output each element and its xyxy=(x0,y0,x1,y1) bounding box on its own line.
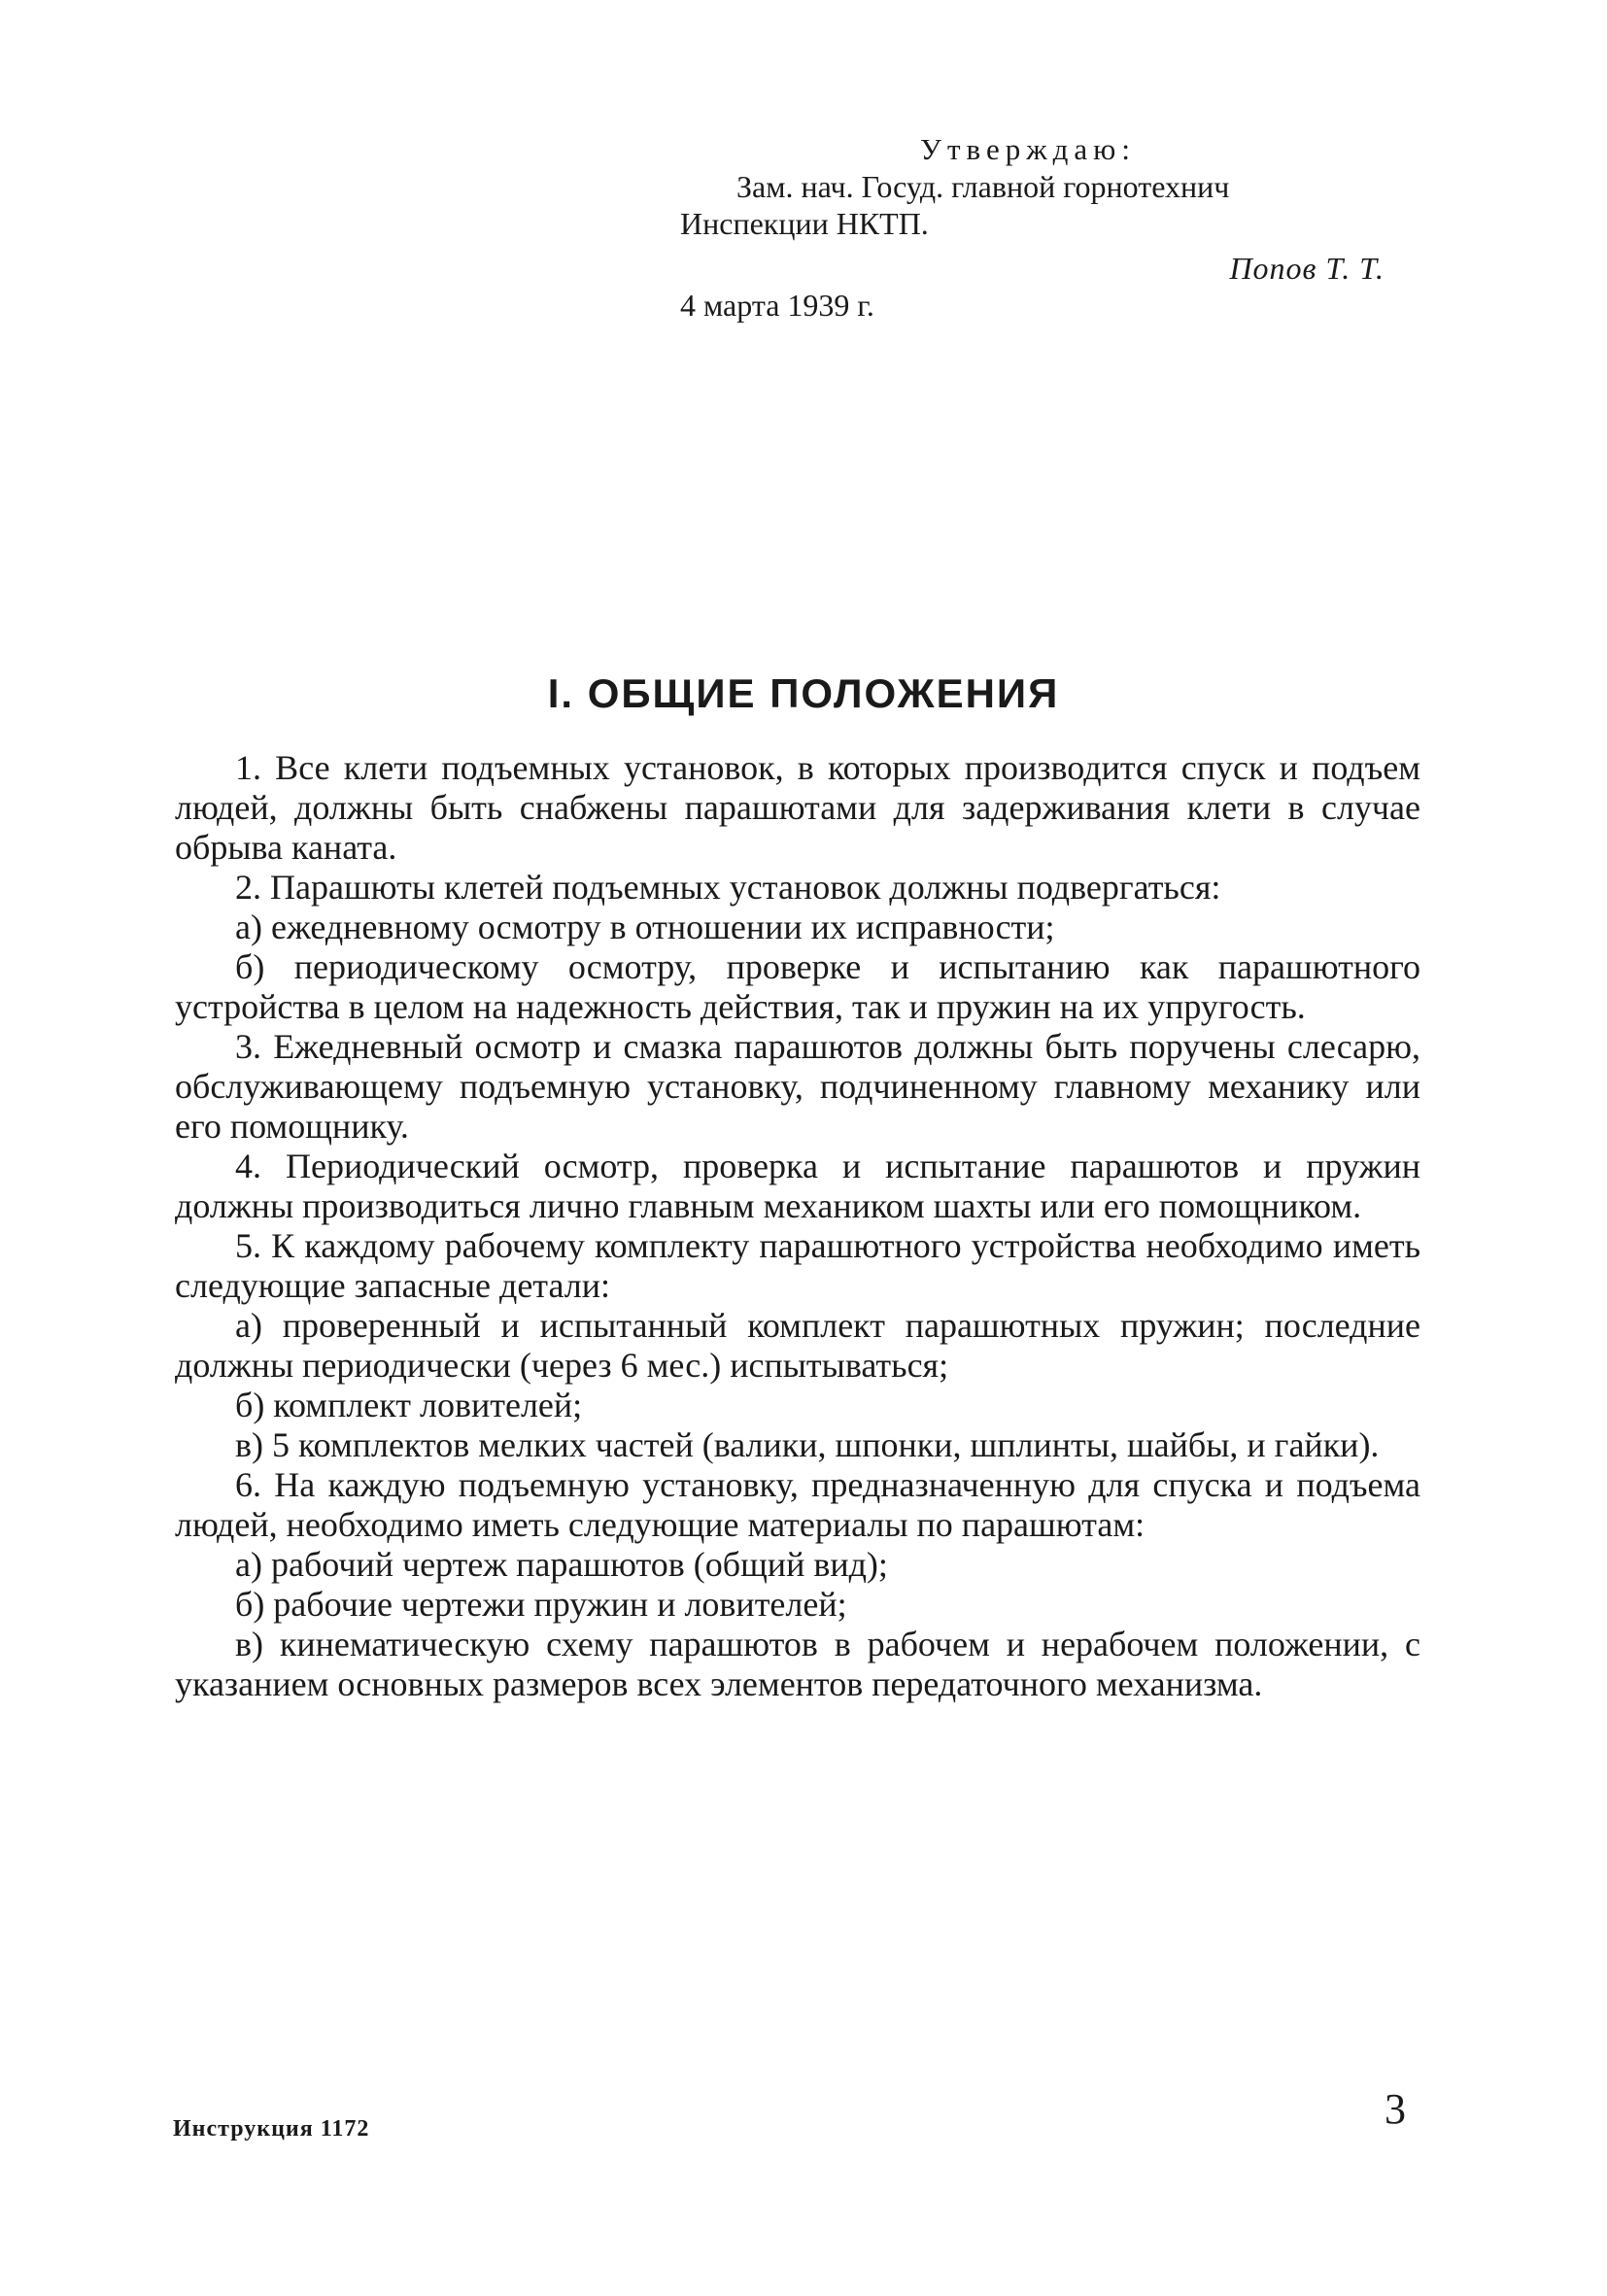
paragraph-6: 6. На каждую подъемную установку, предназначенную для спуска и подъема людей, необходимо иметь следующие материалы по парашютам: xyxy=(175,1465,1420,1544)
paragraph-5: 5. К каждому рабочему комплекту парашютного устройства необходимо иметь следующие запасные детали: xyxy=(175,1226,1420,1305)
footer-label: Инструкция 1172 xyxy=(173,2116,370,2142)
paragraph-5a: а) проверенный и испытанный комплект парашютных пружин; последние должны периодически (через 6 мес.) испытываться; xyxy=(175,1306,1420,1385)
approval-block xyxy=(680,131,1399,324)
approval-position: Зам. нач. Госуд. главной горнотехнич xyxy=(736,169,1230,204)
approval-date: 4 марта 1939 г. xyxy=(680,288,874,323)
paragraph-6c: в) кинематическую схему парашютов в рабочем и нерабочем положении, с указанием основных размеров всех элементов передаточного механизма. xyxy=(175,1625,1420,1703)
approval-signer: Попов Т. Т. xyxy=(1229,251,1385,286)
paragraph-5b: б) комплект ловителей; xyxy=(235,1386,583,1424)
body-text xyxy=(175,748,1420,1704)
paragraph-5c: в) 5 комплектов мелких частей (валики, шпонки, шплинты, шайбы, и гайки). xyxy=(235,1425,1380,1464)
paragraph-6a: а) рабочий чертеж парашютов (общий вид); xyxy=(235,1545,888,1584)
section-title: I. ОБЩИЕ ПОЛОЖЕНИЯ xyxy=(547,670,1060,716)
approval-organization: Инспекции НКТП. xyxy=(680,206,929,241)
paragraph-3: 3. Ежедневный осмотр и смазка парашютов должны быть поручены слесарю, обслуживающему подъемную установку, подчиненному главному механику или его помощнику. xyxy=(175,1027,1420,1146)
paragraph-2b: б) периодическому осмотру, проверке и испытанию как парашютного устройства в целом на надежность действия, так и пружин на их упругость. xyxy=(175,947,1420,1026)
page-number: 3 xyxy=(1385,2085,1406,2133)
paragraph-2: 2. Парашюты клетей подъемных установок должны подвергаться: xyxy=(235,868,1221,907)
paragraph-1: 1. Все клети подъемных установок, в которых производится спуск и подъем людей, должны быть снабжены парашютами для задерживания клети в случае обрыва каната. xyxy=(175,748,1420,867)
paragraph-2a: а) ежедневному осмотру в отношении их исправности; xyxy=(235,908,1055,946)
approval-heading: Утверждаю: xyxy=(920,132,1136,166)
paragraph-6b: б) рабочие чертежи пружин и ловителей; xyxy=(235,1585,847,1624)
paragraph-4: 4. Периодический осмотр, проверка и испытание парашютов и пружин должны производиться лично главным механиком шахты или его помощником. xyxy=(175,1147,1420,1225)
